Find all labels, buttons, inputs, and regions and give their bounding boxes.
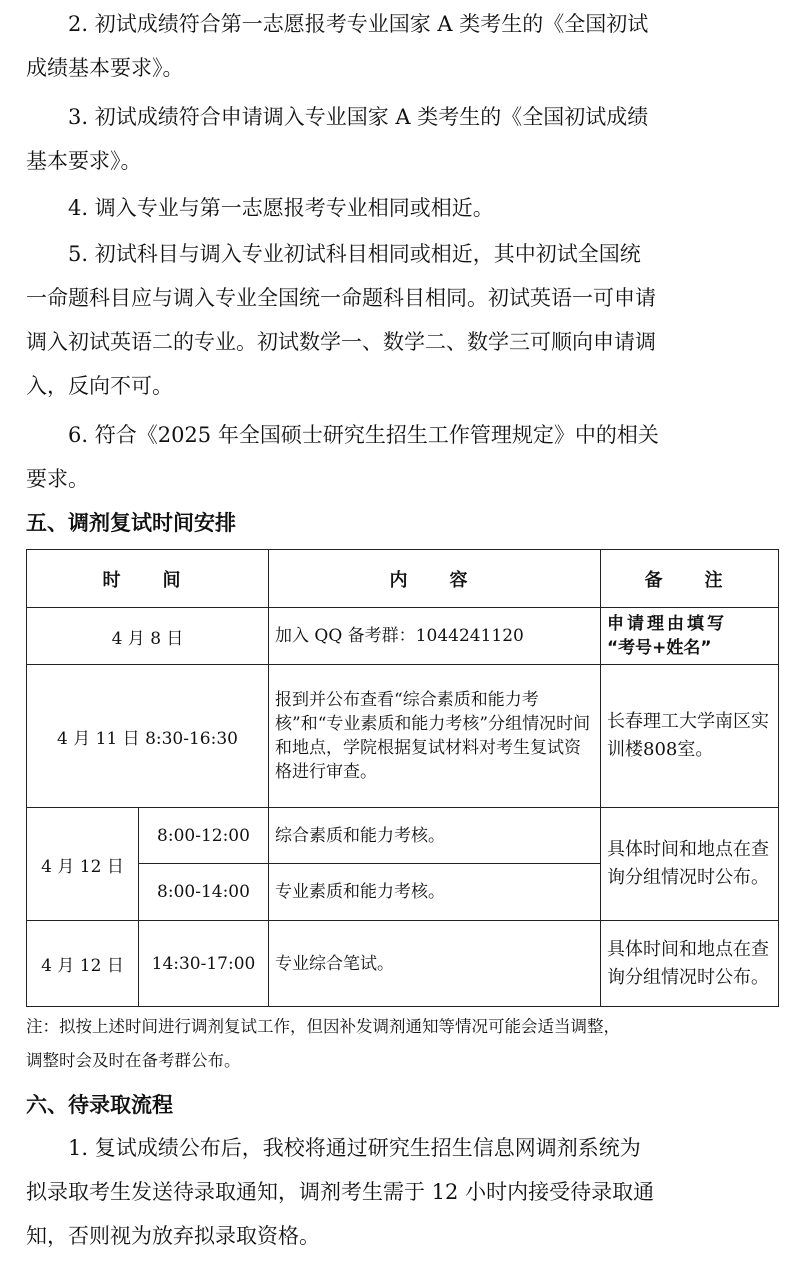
text-line: 基本要求》。	[26, 149, 142, 173]
section-heading-admission: 六、待录取流程	[26, 1093, 173, 1117]
table-row	[27, 808, 779, 864]
section-heading-schedule: 五、调剂复试时间安排	[26, 511, 236, 535]
requirement-6	[26, 413, 778, 501]
cell-remark: 长春理工大学南区实训楼808室。	[601, 665, 779, 808]
text-line: 要求。	[26, 467, 89, 491]
text-line: 一命题科目应与调入专业全国统一命题科目相同。初试英语一可申请	[26, 286, 656, 310]
text-line: 6. 符合《2025 年全国硕士研究生招生工作管理规定》中的相关	[68, 423, 659, 447]
cell-time: 4 月 11 日 8:30-16:30	[27, 665, 269, 808]
text-line: 调整时会及时在备考群公布。	[26, 1051, 241, 1070]
requirement-4	[26, 186, 778, 230]
cell-content: 加入 QQ 备考群：1044241120	[269, 608, 601, 665]
cell-content: 专业素质和能力考核。	[269, 864, 601, 921]
text-line: 3. 初试成绩符合申请调入专业国家 A 类考生的《全国初试成绩	[68, 105, 649, 129]
cell-content: 综合素质和能力考核。	[269, 808, 601, 864]
remark-line: “考号+姓名”	[607, 638, 712, 658]
requirement-2	[26, 2, 778, 90]
cell-date: 4 月 12 日	[27, 921, 139, 1007]
remark-line: 申请理由填写	[607, 614, 727, 634]
requirement-3	[26, 95, 778, 183]
requirement-5	[26, 232, 778, 408]
text-line: 入，反向不可。	[26, 374, 173, 398]
text-line: 知，否则视为放弃拟录取资格。	[26, 1224, 320, 1248]
cell-time-slot: 8:00-14:00	[139, 864, 269, 921]
text-line: 拟录取考生发送待录取通知，调剂考生需于 12 小时内接受待录取通	[26, 1180, 655, 1204]
table-row	[27, 665, 779, 808]
admission-step-1	[26, 1126, 778, 1258]
text-line: 成绩基本要求》。	[26, 56, 184, 80]
cell-date: 4 月 12 日	[27, 808, 139, 921]
cell-remark	[601, 608, 779, 665]
table-row	[27, 608, 779, 665]
text-line: 调入初试英语二的专业。初试数学一、数学二、数学三可顺向申请调	[26, 330, 656, 354]
cell-remark: 具体时间和地点在查询分组情况时公布。	[601, 808, 779, 921]
schedule-note	[26, 1010, 778, 1078]
header-content: 内 容	[269, 550, 601, 608]
header-remark: 备 注	[601, 550, 779, 608]
cell-time-slot: 8:00-12:00	[139, 808, 269, 864]
schedule-table	[26, 549, 779, 1007]
header-time: 时 间	[27, 550, 269, 608]
table-header-row	[27, 550, 779, 608]
text-line: 5. 初试科目与调入专业初试科目相同或相近，其中初试全国统	[68, 242, 641, 266]
cell-content: 报到并公布查看“综合素质和能力考核”和“专业素质和能力考核”分组情况时间和地点，学院根据复试材料对考生复试资格进行审查。	[269, 665, 601, 808]
cell-time: 4 月 8 日	[27, 608, 269, 665]
text-line: 4. 调入专业与第一志愿报考专业相同或相近。	[68, 196, 494, 220]
text-line: 注：拟按上述时间进行调剂复试工作，但因补发调剂通知等情况可能会适当调整，	[26, 1017, 620, 1036]
cell-content: 专业综合笔试。	[269, 921, 601, 1007]
cell-remark: 具体时间和地点在查询分组情况时公布。	[601, 921, 779, 1007]
cell-time-slot: 14:30-17:00	[139, 921, 269, 1007]
table-row	[27, 921, 779, 1007]
text-line: 1. 复试成绩公布后，我校将通过研究生招生信息网调剂系统为	[68, 1136, 641, 1160]
text-line: 2. 初试成绩符合第一志愿报考专业国家 A 类考生的《全国初试	[68, 12, 649, 36]
